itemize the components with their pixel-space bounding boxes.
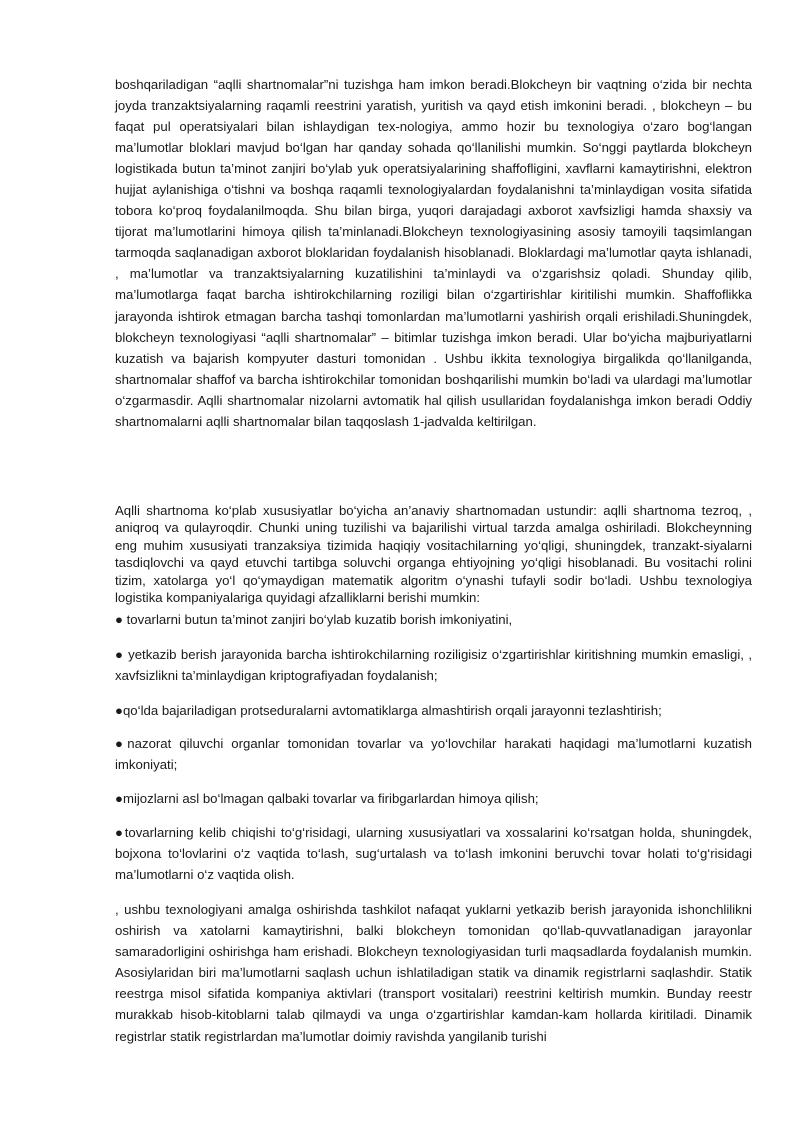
paragraph-smart-contracts-blockchain: boshqariladigan “aqlli shartnomalar”ni tuzishga ham imkon beradi.Blokcheyn bir vaqtning o‘zida bir nechta joyda tranzaktsiyalarning raqamli reestrini yaratish, yuritish va qayd etish imkonini beradi. , blokcheyn – bu faqat pul operatsiyalari bilan ishlaydigan tex-nologiya, ammo hozir bu texnologiya o‘zaro bog‘langan ma’lumotlar bloklari mavjud bo‘lgan har qanday sohada qo‘llanilishi mumkin. So‘nggi paytlarda blokcheyn logistikada butun ta’minot zanjiri bo‘ylab yuk operatsiyalarining shaffofligini, xavflarni kamaytirishni, elektron hujjat aylanishiga o‘tishni va boshqa raqamli texnologiyalardan foydalanishni ta’minlaydigan vosita sifatida tobora ko‘proq foydalanilmoqda. Shu bilan birga, yuqori darajadagi axborot xavfsizligi hamda shaxsiy va tijorat ma’lumotlarini himoya qilish ta’minlanadi.Blokcheyn texnologiyasining asosiy tamoyili taqsimlangan tarmoqda saqlanadigan axborot bloklaridan foydalanish hisoblanadi. Bloklardagi ma’lumotlar qayta ishlanadi, , ma’lumotlar va tranzaktsiyalarning kuzatilishini ta’minlaydi va o‘zgarishsiz qoladi. Shunday qilib, ma’lumotlarga faqat barcha ishtirokchilarning roziligi bilan o‘zgartirishlar kiritilishi mumkin. Shaffoflikka jarayonda ishtirok etmagan barcha tashqi tomonlardan ma’lumotlarni yashirish orqali erishiladi.Shuningdek, blokcheyn texnologiyasi “aqlli shartnomalar” – bitimlar tuzishga imkon beradi. Ular bo‘yicha majburiyatlarni kuzatish va bajarish kompyuter dasturi tomonidan . Ushbu ikkita texnologiya birgalikda qo‘llanilganda, shartnomalar shaffof va barcha ishtirokchilar tomonidan boshqarilishi mumkin bo‘ladi va ulardagi ma’lumotlar o‘zgarmasdir. Aqlli shartnomalar nizolarni avtomatik hal qilish usullaridan foydalanishga imkon beradi Oddiy shartnomalarni aqlli shartnomalar bilan taqqoslash 1-jadvalda keltirilgan. <box>115 77 752 429</box>
bullet-item-cryptography: ● yetkazib berish jarayonida barcha ishtirokchilarning roziligisiz o‘zgartirishlar kiritishning mumkin emasligi, , xavfsizlikni ta’minlaydigan kriptografiyadan foydalanish; <box>115 647 752 684</box>
paragraph-registers: , ushbu texnologiyani amalga oshirishda tashkilot nafaqat yuklarni yetkazib berish jarayonida ishonchlilikni oshirish va xatolarni kamaytirishni, balki blokcheyn tomonidan qo‘llab-quvvatlanadigan jarayonlar samaradorligini oshirishga ham erishadi. Blokcheyn texnologiyasidan turli maqsadlarda foydalanish mumkin. Asosiylaridan biri ma’lumotlarni saqlash uchun ishlatiladigan statik va dinamik registrlarni saqlashdir. Statik reestrga misol sifatida kompaniya aktivlari (transport vositalari) reestrini keltirish mumkin. Bunday reestr murakkab hisob-kitoblarni talab qilmaydi va unga o‘zgartirishlar kamdan-kam hollarda kiritiladi. Dinamik registrlar statik registrlardan ma’lumotlar doimiy ravishda yangilanib turishi <box>115 902 752 1044</box>
bullet-item-goods-status: ●tovarlarning kelib chiqishi to‘g‘risidagi, ularning xususiyatlari va xossalarini ko‘rsatgan holda, shuningdek, bojxona to‘lovlarini o‘z vaqtida to‘lash, sug‘urtalash va to‘lash imkonini beruvchi tovar holati to‘g‘risidagi ma’lumotlarni o‘z vaqtida olish. <box>115 825 752 883</box>
bullet-item-automation: ●qo‘lda bajariladigan protseduralarni avtomatiklarga almashtirish orqali jarayonni tezlashtirish; <box>115 703 662 718</box>
paragraph-smart-contract-advantages: Aqlli shartnoma ko‘plab xususiyatlar bo‘yicha an’anaviy shartnomadan ustundir: aqlli shartnoma tezroq, , aniqroq va qulayroqdir. Chunki uning tuzilishi va bajarilishi virtual tarzda amalga oshiriladi. Blokcheynning eng muhim xususiyati tranzaksiya tizimida haqiqiy vositachilarning yo‘qligi, shuningdek, tranzakt-siyalarni tasdiqlovchi va qayd etuvchi tartibga soluvchi organga ehtiyojning yo‘qligi hisoblanadi. Bu vositachi rolini tizim, xatolarga yo‘l qo‘ymaydigan matematik algoritm o‘ynashi tufayli sodir bo‘ladi. Ushbu texnologiya logistika kompaniyalariga quyidagi afzalliklarni berishi mumkin: <box>115 503 752 606</box>
bullet-item-counterfeit-protection: ●mijozlarni asl bo‘lmagan qalbaki tovarlar va firibgarlardan himoya qilish; <box>115 791 539 806</box>
bullet-item-monitoring: ●nazorat qiluvchi organlar tomonidan tovarlar va yo‘lovchilar harakati haqidagi ma’lumotlarni kuzatish imkoniyati; <box>115 736 752 773</box>
bullet-item-tracking: ● tovarlarni butun ta’minot zanjiri bo‘ylab kuzatib borish imkoniyatini, <box>115 612 513 627</box>
